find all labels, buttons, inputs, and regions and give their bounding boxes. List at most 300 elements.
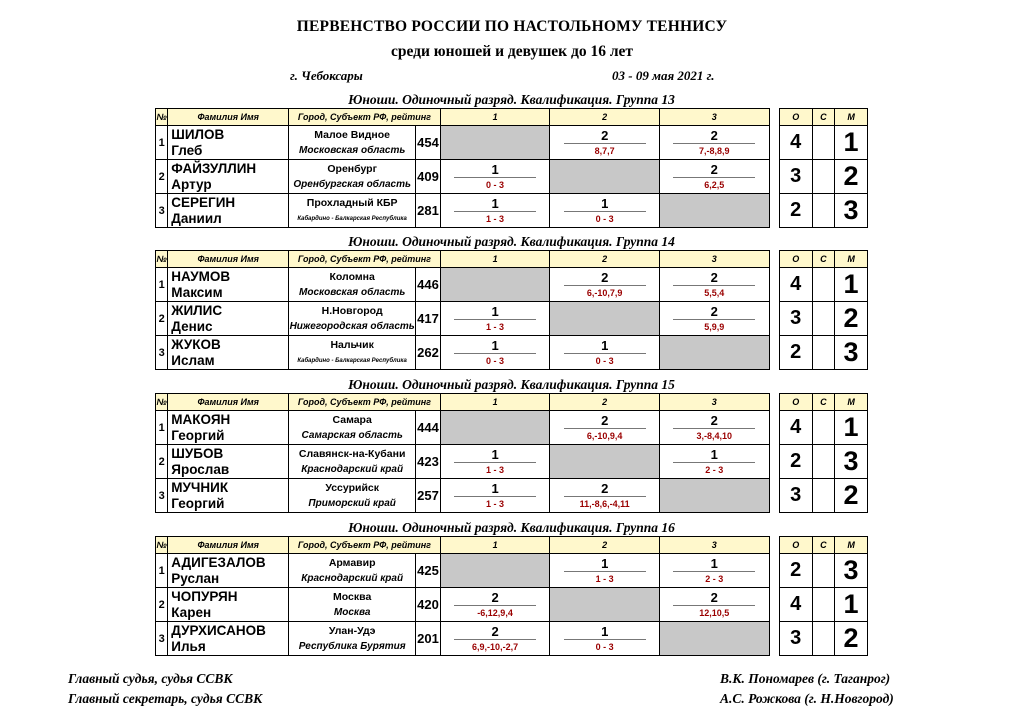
match-result-1 [440,588,550,622]
match-points: 2 [710,303,718,319]
player-location [289,554,416,588]
match-points: 1 [601,195,609,211]
player-location [289,588,416,622]
match-score: 6,-10,9,4 [564,428,646,443]
player-city: Оренбург [327,162,377,175]
player-region: Кабардино - Балкарская Республика [297,215,407,222]
col-header-name: Фамилия Имя [168,394,289,411]
player-row [156,588,868,622]
c-value [812,336,835,370]
chief-secretary-name: А.С. Рожкова (г. Н.Новгород) [720,691,894,706]
player-surname: МАКОЯН [171,411,231,427]
player-firstname: Денис [171,318,213,334]
match-result-3 [659,302,769,336]
player-surname: ДУРХИСАНОВ [171,622,266,638]
player-name [168,411,289,445]
col-header-match-3: 3 [659,537,769,554]
player-city: Армавир [328,556,376,569]
col-header-num: № [156,109,168,126]
total-points: 3 [779,479,812,513]
venue-city: г. Чебоксары [290,68,363,83]
player-number: 3 [156,336,168,370]
match-result-1 [440,194,550,228]
total-points: 4 [779,411,812,445]
player-region: Оренбургская область [293,178,411,190]
c-value [812,588,835,622]
column-gap [769,160,779,194]
match-score: 7,-8,8,9 [673,143,755,158]
col-header-name: Фамилия Имя [168,251,289,268]
player-city: Н.Новгород [321,304,383,317]
match-points: 1 [491,303,499,319]
player-surname: ШИЛОВ [171,126,225,142]
group-table [155,250,868,370]
match-result-3 [659,411,769,445]
player-name [168,336,289,370]
player-location [289,268,416,302]
match-points: 1 [491,195,499,211]
col-header-name: Фамилия Имя [168,109,289,126]
group-table [155,536,868,656]
col-header-match-3: 3 [659,251,769,268]
player-row [156,445,868,479]
match-points: 2 [710,127,718,143]
player-firstname: Глеб [171,142,203,158]
match-score: 5,9,9 [673,319,755,334]
col-header-num: № [156,394,168,411]
player-row [156,126,868,160]
match-result-2 [550,411,660,445]
player-firstname: Даниил [171,210,222,226]
match-score: 0 - 3 [454,353,536,368]
match-score: 11,-8,6,-4,11 [564,496,646,511]
col-header-points: О [779,537,812,554]
col-header-c: С [812,537,835,554]
column-gap [769,411,779,445]
group-title: Юноши. Одиночный разряд. Квалификация. Группа 16 [348,520,675,535]
match-result-3 [659,445,769,479]
match-points: 1 [710,446,718,462]
c-value [812,268,835,302]
player-firstname: Руслан [171,570,220,586]
match-score: 3,-8,4,10 [673,428,755,443]
player-surname: МУЧНИК [171,479,229,495]
match-result-1 [440,622,550,656]
total-points: 3 [779,622,812,656]
player-surname: ЖИЛИС [171,302,223,318]
match-result-2 [550,336,660,370]
player-location [289,336,416,370]
player-city: Уссурийск [325,481,379,494]
group-place: 3 [835,445,868,479]
player-surname: ФАЙЗУЛЛИН [171,160,257,176]
column-gap [769,445,779,479]
match-result-3 [659,126,769,160]
col-header-num: № [156,537,168,554]
player-region: Нижегородская область [289,320,415,332]
group-place: 2 [835,479,868,513]
col-header-match-2: 2 [550,537,660,554]
match-score: 1 - 3 [454,462,536,477]
player-name [168,479,289,513]
player-name [168,445,289,479]
player-number: 1 [156,411,168,445]
player-region: Краснодарский край [301,572,404,584]
player-surname: ШУБОВ [171,445,224,461]
c-value [812,445,835,479]
player-firstname: Георгий [171,495,225,511]
self-match-cell [659,479,769,513]
match-score: 1 - 3 [454,211,536,226]
player-row [156,268,868,302]
match-result-2 [550,126,660,160]
match-result-1 [440,336,550,370]
col-header-c: С [812,251,835,268]
match-result-3 [659,588,769,622]
match-score: 8,7,7 [564,143,646,158]
player-city: Улан-Удэ [328,624,376,637]
player-row [156,411,868,445]
player-rating: 201 [416,622,441,656]
match-score: 1 - 3 [454,496,536,511]
total-points: 2 [779,194,812,228]
match-points: 2 [601,269,609,285]
total-points: 3 [779,302,812,336]
page-subtitle: среди юношей и девушек до 16 лет [390,43,634,60]
match-score: 0 - 3 [564,211,646,226]
group-place: 2 [835,622,868,656]
self-match-cell [550,302,660,336]
group-place: 1 [835,126,868,160]
player-rating: 425 [416,554,441,588]
group-place: 3 [835,336,868,370]
match-points: 2 [601,127,609,143]
player-row [156,160,868,194]
total-points: 4 [779,588,812,622]
player-row [156,554,868,588]
self-match-cell [440,411,550,445]
match-points: 1 [601,555,609,571]
col-gap [769,394,779,411]
player-number: 1 [156,554,168,588]
col-header-match-2: 2 [550,394,660,411]
column-gap [769,479,779,513]
col-header-match-2: 2 [550,251,660,268]
player-location [289,302,416,336]
player-row [156,336,868,370]
player-name [168,588,289,622]
match-points: 2 [601,480,609,496]
chief-secretary-label: Главный секретарь, судья ССВК [68,691,263,706]
player-region: Кабардино - Балкарская Республика [297,357,407,364]
match-points: 2 [710,589,718,605]
group-table [155,393,868,513]
player-row [156,622,868,656]
player-name [168,302,289,336]
match-score: 1 - 3 [564,571,646,586]
col-header-match-1: 1 [440,394,550,411]
player-rating: 454 [416,126,441,160]
player-city: Прохладный КБР [306,196,398,209]
match-result-1 [440,479,550,513]
player-location [289,194,416,228]
player-region: Москва [333,606,371,618]
column-gap [769,126,779,160]
match-points: 2 [491,623,499,639]
match-score: 6,9,-10,-2,7 [454,639,536,654]
player-number: 2 [156,160,168,194]
player-name [168,194,289,228]
total-points: 4 [779,126,812,160]
self-match-cell [550,160,660,194]
player-name [168,268,289,302]
player-firstname: Ярослав [171,461,230,477]
col-header-match-2: 2 [550,109,660,126]
c-value [812,479,835,513]
player-row [156,479,868,513]
column-gap [769,588,779,622]
match-score: 2 - 3 [673,462,755,477]
match-result-1 [440,445,550,479]
col-header-city: Город, Субъект РФ, рейтинг [289,394,441,411]
c-value [812,302,835,336]
table-header-row [156,109,868,126]
column-gap [769,554,779,588]
player-name [168,554,289,588]
match-points: 2 [710,269,718,285]
player-row [156,194,868,228]
player-city: Коломна [329,270,375,283]
match-score: 0 - 3 [564,639,646,654]
player-location [289,622,416,656]
self-match-cell [659,622,769,656]
match-score: 2 - 3 [673,571,755,586]
total-points: 2 [779,445,812,479]
group-place: 1 [835,411,868,445]
match-points: 2 [601,412,609,428]
player-location [289,160,416,194]
match-points: 1 [601,623,609,639]
player-surname: ЧОПУРЯН [171,588,238,604]
player-rating: 417 [416,302,441,336]
match-result-2 [550,194,660,228]
match-points: 2 [710,161,718,177]
match-points: 1 [601,337,609,353]
col-header-match-1: 1 [440,109,550,126]
player-number: 2 [156,588,168,622]
c-value [812,411,835,445]
player-firstname: Георгий [171,427,225,443]
player-firstname: Илья [171,638,206,654]
player-city: Славянск-на-Кубани [298,447,406,460]
player-row [156,302,868,336]
player-surname: СЕРЕГИН [171,194,236,210]
match-score: 6,-10,7,9 [564,285,646,300]
self-match-cell [659,336,769,370]
match-score: 0 - 3 [564,353,646,368]
col-gap [769,109,779,126]
group-place: 2 [835,302,868,336]
player-name [168,622,289,656]
match-score: 6,2,5 [673,177,755,192]
match-result-3 [659,160,769,194]
col-header-match-1: 1 [440,537,550,554]
player-region: Краснодарский край [301,463,404,475]
total-points: 3 [779,160,812,194]
col-header-city: Город, Субъект РФ, рейтинг [289,251,441,268]
player-city: Самара [332,413,372,426]
player-firstname: Карен [171,604,212,620]
self-match-cell [440,268,550,302]
group-table [155,108,868,228]
player-name [168,160,289,194]
player-region: Московская область [299,144,406,156]
match-result-3 [659,554,769,588]
chief-judge-label: Главный судья, судья ССВК [68,671,233,686]
col-header-points: О [779,394,812,411]
total-points: 2 [779,336,812,370]
c-value [812,622,835,656]
col-gap [769,537,779,554]
col-header-match-3: 3 [659,109,769,126]
match-result-2 [550,622,660,656]
column-gap [769,268,779,302]
total-points: 4 [779,268,812,302]
player-number: 2 [156,302,168,336]
col-header-name: Фамилия Имя [168,537,289,554]
player-surname: АДИГЕЗАЛОВ [171,554,266,570]
self-match-cell [440,554,550,588]
player-city: Нальчик [330,338,374,351]
match-points: 1 [491,480,499,496]
match-points: 2 [491,589,499,605]
table-header-row [156,394,868,411]
group-place: 1 [835,268,868,302]
match-result-1 [440,160,550,194]
col-header-c: С [812,394,835,411]
match-points: 1 [710,555,718,571]
event-dates: 03 - 09 мая 2021 г. [612,68,715,83]
player-rating: 420 [416,588,441,622]
column-gap [769,622,779,656]
match-result-3 [659,268,769,302]
match-score: 1 - 3 [454,319,536,334]
table-header-row [156,537,868,554]
player-region: Московская область [299,286,406,298]
col-header-place: М [835,109,868,126]
group-title: Юноши. Одиночный разряд. Квалификация. Группа 15 [348,377,675,392]
player-surname: НАУМОВ [171,268,231,284]
player-firstname: Ислам [171,352,215,368]
player-location [289,411,416,445]
player-region: Самарская область [301,429,403,441]
player-number: 3 [156,479,168,513]
col-header-place: М [835,251,868,268]
col-header-match-3: 3 [659,394,769,411]
col-header-points: О [779,251,812,268]
col-header-city: Город, Субъект РФ, рейтинг [289,537,441,554]
self-match-cell [550,445,660,479]
player-surname: ЖУКОВ [171,336,221,352]
c-value [812,554,835,588]
match-result-2 [550,268,660,302]
match-score: -6,12,9,4 [454,605,536,620]
player-rating: 423 [416,445,441,479]
player-number: 1 [156,126,168,160]
self-match-cell [440,126,550,160]
player-rating: 409 [416,160,441,194]
player-firstname: Максим [171,284,223,300]
player-rating: 281 [416,194,441,228]
match-score: 5,5,4 [673,285,755,300]
player-number: 3 [156,622,168,656]
col-header-city: Город, Субъект РФ, рейтинг [289,109,441,126]
col-header-place: М [835,394,868,411]
col-gap [769,251,779,268]
match-score: 0 - 3 [454,177,536,192]
player-city: Малое Видное [314,128,391,141]
table-header-row [156,251,868,268]
self-match-cell [659,194,769,228]
group-place: 3 [835,194,868,228]
match-result-2 [550,554,660,588]
chief-judge-name: В.К. Пономарев (г. Таганрог) [720,671,891,686]
group-place: 2 [835,160,868,194]
match-score: 12,10,5 [673,605,755,620]
col-header-match-1: 1 [440,251,550,268]
total-points: 2 [779,554,812,588]
column-gap [769,194,779,228]
player-rating: 446 [416,268,441,302]
col-header-num: № [156,251,168,268]
match-result-2 [550,479,660,513]
player-region: Республика Бурятия [298,640,406,652]
player-location [289,126,416,160]
player-location [289,445,416,479]
col-header-place: М [835,537,868,554]
column-gap [769,302,779,336]
match-points: 1 [491,337,499,353]
player-rating: 257 [416,479,441,513]
player-number: 1 [156,268,168,302]
c-value [812,126,835,160]
c-value [812,194,835,228]
group-title: Юноши. Одиночный разряд. Квалификация. Группа 14 [348,234,675,249]
c-value [812,160,835,194]
self-match-cell [550,588,660,622]
column-gap [769,336,779,370]
player-name [168,126,289,160]
player-rating: 262 [416,336,441,370]
match-points: 2 [710,412,718,428]
player-region: Приморский край [308,497,396,509]
col-header-points: О [779,109,812,126]
player-number: 2 [156,445,168,479]
player-location [289,479,416,513]
group-title: Юноши. Одиночный разряд. Квалификация. Группа 13 [348,92,675,107]
page-title: ПЕРВЕНСТВО РОССИИ ПО НАСТОЛЬНОМУ ТЕННИСУ [296,18,728,35]
match-result-1 [440,302,550,336]
match-points: 1 [491,161,499,177]
player-rating: 444 [416,411,441,445]
match-points: 1 [491,446,499,462]
player-city: Москва [333,590,372,603]
col-header-c: С [812,109,835,126]
group-place: 1 [835,588,868,622]
group-place: 3 [835,554,868,588]
player-number: 3 [156,194,168,228]
player-firstname: Артур [171,176,212,192]
